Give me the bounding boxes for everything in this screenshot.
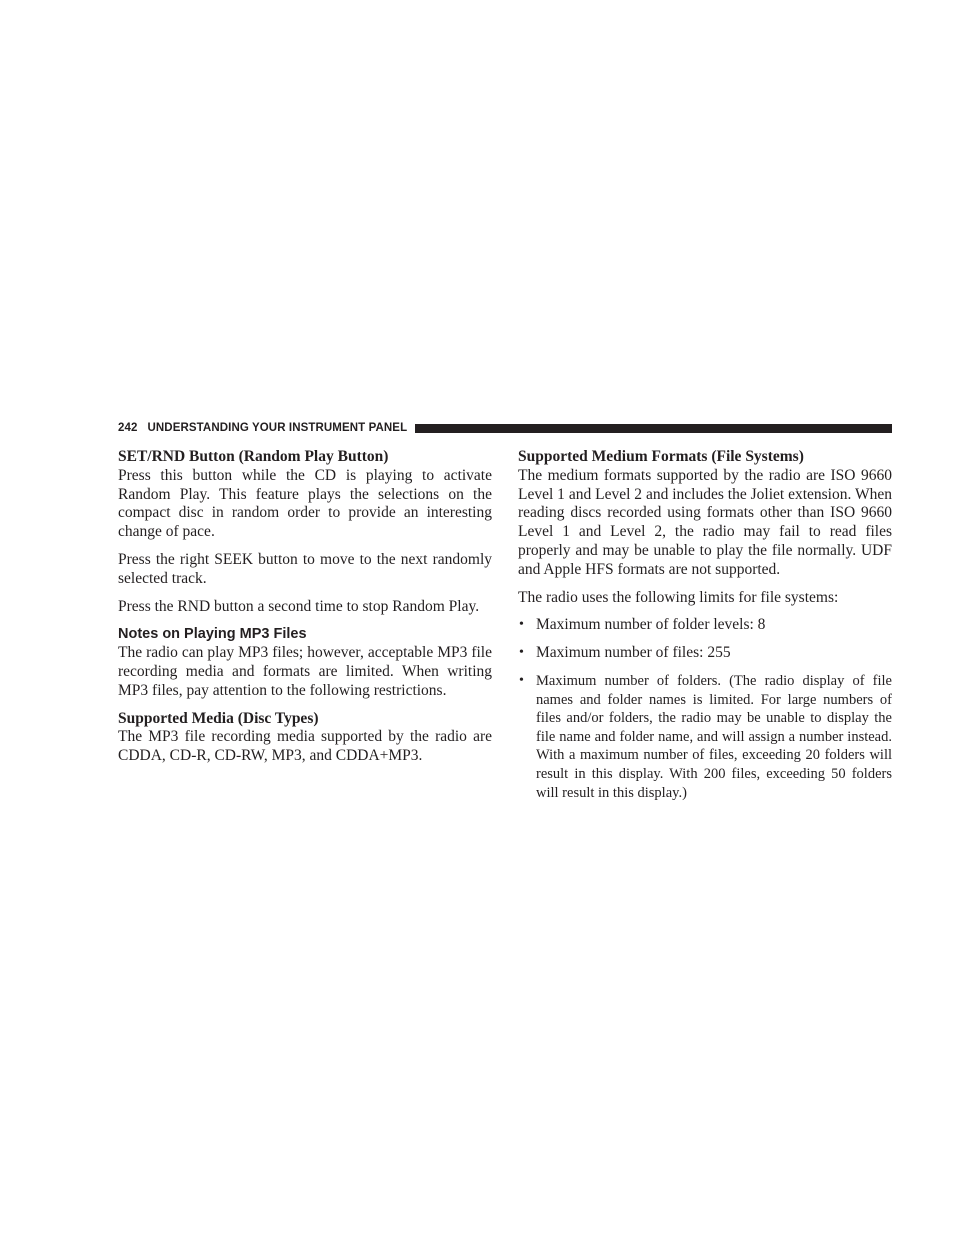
rnd-heading: SET/RND Button (Random Play Button): [118, 448, 389, 465]
header-rule: [415, 424, 892, 433]
right-column: [518, 448, 892, 811]
list-item-text: Maximum number of files: 255: [536, 644, 731, 662]
media-heading: Supported Media (Disc Types): [118, 709, 319, 727]
bullet-icon: •: [519, 672, 524, 688]
media-paragraph: The MP3 file recording media supported by the radio are CDDA, CD-R, CD-RW, MP3, and CDDA+MP3.: [118, 728, 492, 765]
mp3-paragraph: The radio can play MP3 files; however, acceptable MP3 file recording media and formats are limited. When writing MP3 files, pay attention to the following restrictions.: [118, 644, 492, 699]
list-item: [518, 644, 892, 663]
list-item-text: Maximum number of folders. (The radio display of file names and folder names is limited. For large numbers of files and/or folders, the radio may be unable to display the file name and folder name, and will assign a number instead. With a maximum number of files, exceeding 20 folders will result in this display. With 200 files, exceeding 50 folders will result in this display.): [536, 672, 892, 801]
page-number: 242: [118, 422, 138, 434]
mp3-heading: Notes on Playing MP3 Files: [118, 626, 307, 643]
list-item: [518, 616, 892, 635]
list-item-text: Maximum number of folder levels: 8: [536, 616, 766, 634]
section-title: UNDERSTANDING YOUR INSTRUMENT PANEL: [147, 422, 408, 434]
formats-paragraph: The medium formats supported by the radio are ISO 9660 Level 1 and Level 2 and includes the Joliet extension. When reading discs recorded using formats other than ISO 9660 Level 1 and Level 2, the radio may fail to read files properly and may be unable to play the file normally. UDF and Apple HFS formats are not supported.: [518, 466, 892, 578]
limits-list: [518, 616, 892, 802]
rnd-paragraph-3: Press the RND button a second time to stop Random Play.: [118, 597, 480, 615]
bullet-icon: •: [519, 617, 524, 633]
page-header: [118, 420, 892, 436]
left-column: [118, 448, 492, 775]
limits-intro: The radio uses the following limits for file systems:: [518, 588, 839, 606]
formats-heading: Supported Medium Formats (File Systems): [518, 448, 804, 465]
bullet-icon: •: [519, 645, 524, 661]
rnd-paragraph-1: Press this button while the CD is playing to activate Random Play. This feature plays the selections on the compact disc in random order to provide an interesting change of pace.: [118, 466, 492, 541]
list-item: [518, 672, 892, 802]
rnd-paragraph-2: Press the right SEEK button to move to the next randomly selected track.: [118, 550, 492, 587]
